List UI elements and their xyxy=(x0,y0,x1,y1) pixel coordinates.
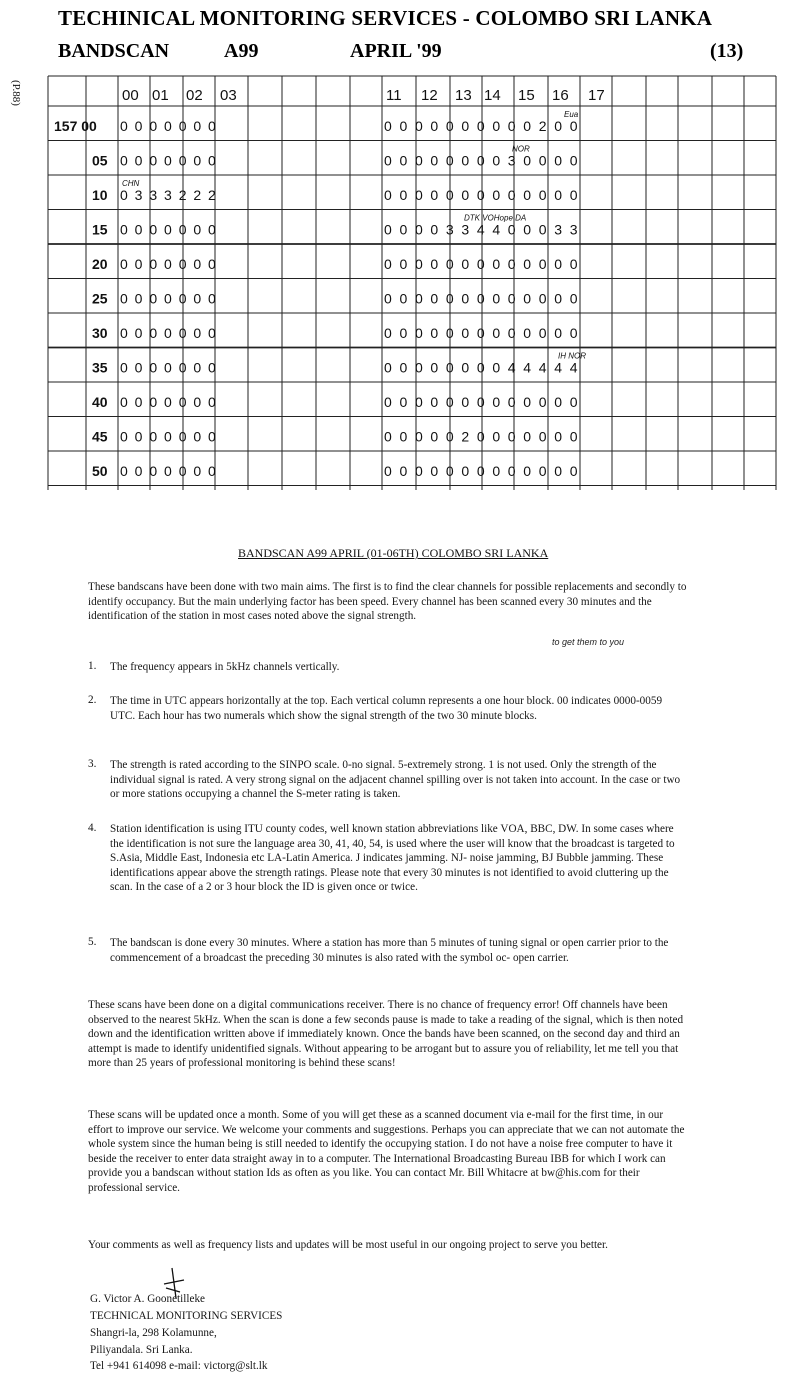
station-id-note: DTK VOHope DA xyxy=(464,213,527,223)
strength-values-right: 0 0 0 0 0 0 0 0 0 0 0 0 0 xyxy=(384,290,580,307)
strength-values-left: 0 0 0 0 0 0 0 xyxy=(120,152,218,169)
signature-name: G. Victor A. Goonetilleke xyxy=(90,1293,206,1305)
strength-values-left: 0 0 0 0 0 0 0 xyxy=(120,463,218,479)
frequency-label: 20 xyxy=(92,256,108,272)
list-item-text: The bandscan is done every 30 minutes. Where a station has more than 5 minutes of tuning signal or open carrier prior to the commencement of a broadcast the preceding 30 minutes is also rated with the symbol oc- open carrier. xyxy=(110,937,669,964)
strength-values-left: 0 3 3 3 2 2 2 xyxy=(120,187,218,203)
strength-values-left: 0 0 0 0 0 0 0 xyxy=(120,394,218,410)
hour-label: 17 xyxy=(588,87,605,104)
strength-values-left: 0 0 0 0 0 0 0 xyxy=(120,256,218,272)
page-title: TECHINICAL MONITORING SERVICES - COLOMBO SRI LANKA xyxy=(58,6,713,30)
bandscan-label: BANDSCAN xyxy=(58,40,170,62)
hour-label: 16 xyxy=(552,87,569,104)
list-item-number: 3. xyxy=(88,758,97,770)
strength-values-right: 0 0 0 0 0 0 0 0 0 0 0 0 0 xyxy=(384,325,580,341)
frequency-label: 15 xyxy=(92,221,108,238)
list-item-text: The time in UTC appears horizontally at the top. Each vertical column represents a one hour block. 00 indicates 0000-0059 UTC. Each hour has two numerals which show the signal strength of the two 30 minute blocks. xyxy=(110,695,663,722)
strength-values-left: 0 0 0 0 0 0 0 xyxy=(120,118,218,134)
side-note: (P.88) xyxy=(10,80,22,106)
strength-values-left: 0 0 0 0 0 0 0 xyxy=(120,221,218,238)
strength-values-right: 0 0 0 0 0 0 0 0 0 0 0 0 0 xyxy=(384,256,580,272)
strength-values-right: 0 0 0 0 0 0 0 0 4 4 4 4 4 xyxy=(384,359,580,376)
strength-values-right: 0 0 0 0 0 0 0 0 0 0 0 0 0 xyxy=(384,187,580,203)
station-id-note: IH NOR xyxy=(558,351,586,361)
strength-values-right: 0 0 0 0 0 2 0 0 0 0 0 0 0 xyxy=(384,428,580,445)
intro-paragraph: These bandscans have been done with two main aims. The first is to find the clear channels for possible replacements and secondly to identify occupancy. But the main underlying factor has been speed. Every channel has been scanned every 30 minutes and the identification of the station in most cases noted above the signal strength. xyxy=(88,581,687,622)
strength-values-left: 0 0 0 0 0 0 0 xyxy=(120,359,218,376)
list-item-number: 1. xyxy=(88,660,97,672)
frequency-label: 157 00 xyxy=(54,118,97,134)
document-title: BANDSCAN A99 APRIL (01-06TH) COLOMBO SRI LANKA xyxy=(238,546,549,560)
strength-values-right: 0 0 0 0 3 3 4 4 0 0 0 3 3 xyxy=(384,221,580,238)
hour-label: 03 xyxy=(220,87,237,104)
frequency-label: 40 xyxy=(92,394,108,410)
signature-contact: Tel +941 614098 e-mail: victorg@slt.lk xyxy=(90,1360,268,1372)
list-item-text: The frequency appears in 5kHz channels vertically. xyxy=(110,661,340,673)
frequency-label: 30 xyxy=(92,325,108,341)
frequency-label: 10 xyxy=(92,187,108,203)
signature-org: TECHNICAL MONITORING SERVICES xyxy=(90,1310,283,1322)
list-item-number: 2. xyxy=(88,694,97,706)
signature-address-1: Shangri-la, 298 Kolamunne, xyxy=(90,1327,217,1339)
strength-values-left: 0 0 0 0 0 0 0 xyxy=(120,325,218,341)
paragraph-updates: These scans will be updated once a month. Some of you will get these as a scanned document via e-mail for the first time, in our effort to improve our service. We welcome your comments and suggestions. Perhaps you can appreciate that we can not automate the whole system since the human being is still needed to identify the occupying station. I do not have a noise free computer to have it beside the receiver to enter data straight away in to a computer. The International Broadcasting Bureau IBB for which I work can provide you a bandscan without station Ids as often as you like. You can contact Mr. Bill Whitacre at bw@his.com for their professional service. xyxy=(88,1109,685,1194)
station-id-note: CHN xyxy=(122,179,140,188)
frequency-label: 25 xyxy=(92,290,108,307)
list-item-number: 5. xyxy=(88,936,97,948)
station-id-note: NOR xyxy=(512,144,530,154)
handwritten-note: to get them to you xyxy=(552,637,625,647)
frequency-label: 05 xyxy=(92,152,108,169)
paragraph-receiver: These scans have been done on a digital communications receiver. There is no chance of frequency error! Off channels have been observed to the nearest 5kHz. When the scan is done a few seconds pause is made to take a reading of the signal, which is then noted down and the identification written above if immediately known. Once the bands have been scanned, on the second day and third an attempt is made to identify unidentified signals. Without appearing to be arrogant but to assure you of reliability, let me tell you that more than 25 years of professional monitoring is behind these scans! xyxy=(88,999,684,1069)
strength-values-right: 0 0 0 0 0 0 0 0 0 0 0 0 0 xyxy=(384,394,580,410)
paragraph-closing: Your comments as well as frequency lists and updates will be most useful in our ongoing project to serve you better. xyxy=(88,1239,608,1251)
strength-values-left: 0 0 0 0 0 0 0 xyxy=(120,290,218,307)
station-id-note: Eua xyxy=(564,110,579,119)
frequency-label: 35 xyxy=(92,359,108,376)
frequency-label: 45 xyxy=(92,428,108,445)
hour-label: 00 xyxy=(122,87,139,104)
frequency-label: 50 xyxy=(92,463,108,479)
hour-label: 14 xyxy=(484,87,501,104)
list-item-text: Station identification is using ITU county codes, well known station abbreviations like VOA, BBC, DW. In some cases where the identification is not sure the language area 30, 41, 40, 54, is used where the user will know that the broadcast is targeted to S.Asia, Middle East, Indonesia etc LA-Latin America. J indicates jamming. NJ- noise jamming, BJ Bubble jamming. These identifications appear above the strength ratings. Please note that every 30 minutes is not identified to avoid cluttering up the scan. In the case of a 2 or 3 hour block the ID is given once or twice. xyxy=(110,823,675,893)
hour-label: 01 xyxy=(152,87,169,104)
strength-values-right: 0 0 0 0 0 0 0 0 0 0 2 0 0 xyxy=(384,118,580,134)
hour-label: 11 xyxy=(386,87,402,104)
page-number: (13) xyxy=(710,40,744,62)
month-label: APRIL '99 xyxy=(350,40,442,62)
list-item-text: The strength is rated according to the SINPO scale. 0-no signal. 5-extremely strong. 1 is not used. Only the strength of the individual signal is rated. A very strong signal on the adjacent channel spilling over is not taken into account. In the case or two or more stations occupying a channel the S-meter rating is taken. xyxy=(110,759,681,800)
hour-label: 13 xyxy=(455,87,472,104)
strength-values-right: 0 0 0 0 0 0 0 0 3 0 0 0 0 xyxy=(384,152,580,169)
signature-address-2: Piliyandala. Sri Lanka. xyxy=(90,1344,193,1356)
bandscan-grid xyxy=(0,0,796,490)
strength-values-right: 0 0 0 0 0 0 0 0 0 0 0 0 0 xyxy=(384,463,580,479)
strength-values-left: 0 0 0 0 0 0 0 xyxy=(120,428,218,445)
schedule-label: A99 xyxy=(224,40,259,62)
list-item-number: 4. xyxy=(88,822,97,834)
hour-label: 15 xyxy=(518,87,535,104)
hour-label: 12 xyxy=(421,87,438,104)
hour-label: 02 xyxy=(186,87,203,104)
